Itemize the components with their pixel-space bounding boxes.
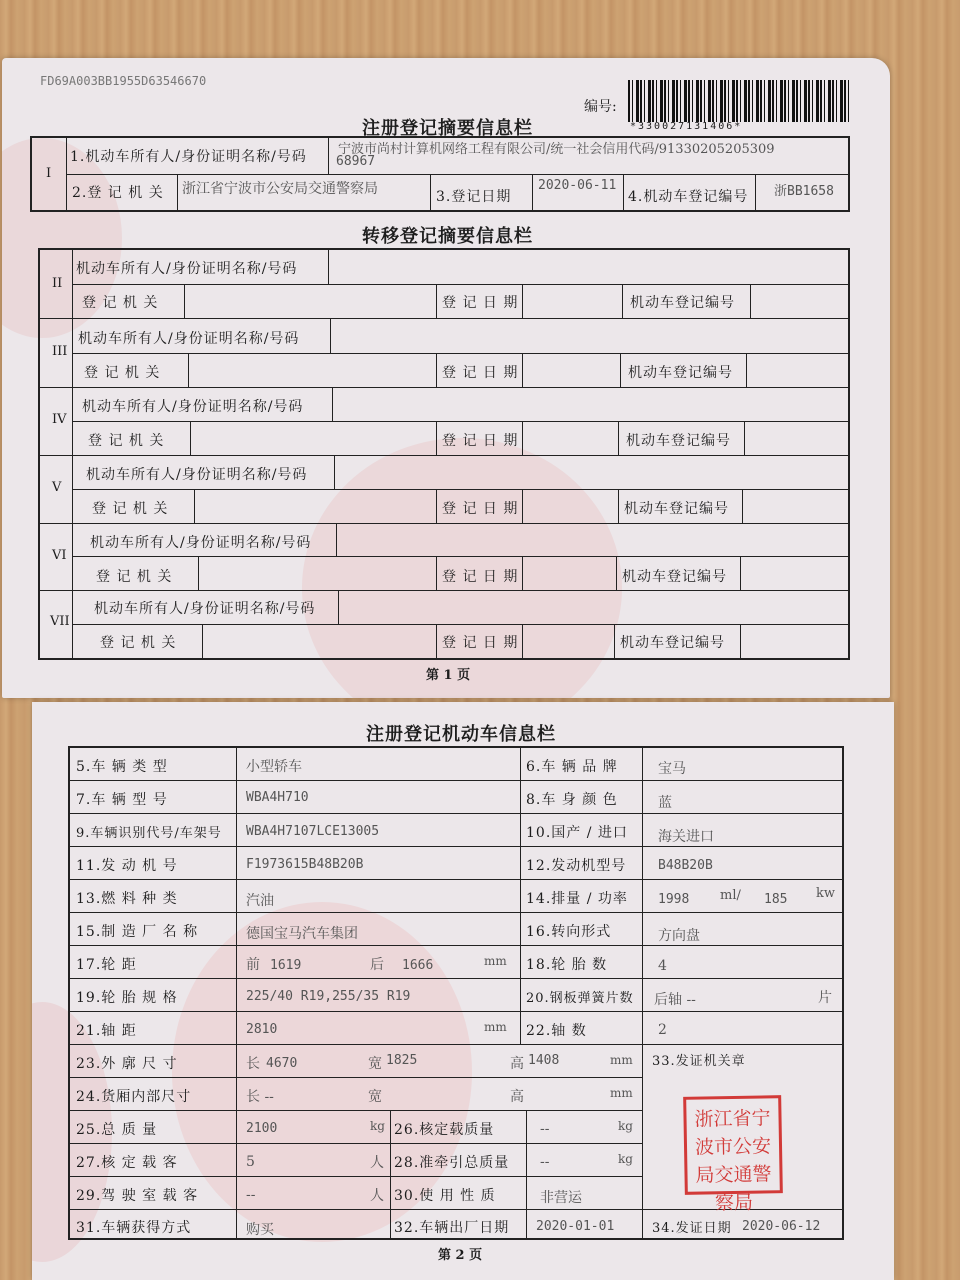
person-unit: 人 (370, 1155, 384, 1171)
transfer-authority-label: 登 记 机 关 (96, 569, 173, 585)
axle-count-value: 2 (658, 1022, 667, 1038)
vehicle-type-value: 小型轿车 (246, 759, 302, 775)
roman-numeral: VII (50, 614, 70, 629)
spring-value: 后轴 -- (654, 992, 696, 1008)
usage-label: 30.使 用 性 质 (394, 1188, 496, 1204)
owner-value-line2: 68967 (336, 154, 376, 169)
registration-page-1 (2, 58, 890, 698)
width-label: 宽 (368, 1056, 382, 1072)
track-front-label: 前 (246, 957, 260, 973)
serial-code: FD69A003BB1955D63546670 (40, 74, 207, 88)
ml-unit: ml/ (720, 888, 741, 903)
kg-unit: kg (618, 1152, 633, 1166)
transfer-authority-label: 登 记 机 关 (82, 295, 159, 311)
engine-no-label: 11.发 动 机 号 (76, 858, 178, 874)
track-label: 17.轮 距 (76, 957, 137, 973)
displacement-label: 14.排量 / 功率 (526, 891, 628, 907)
regno-value: 浙BB1658 (774, 184, 834, 199)
barcode-number: *330027131406* (630, 121, 743, 132)
length-label: 长 (246, 1056, 260, 1072)
transfer-regno-label: 机动车登记编号 (630, 295, 735, 311)
page-number: 第 1 页 (426, 668, 471, 683)
engine-no-value: F1973615B48B20B (246, 857, 364, 872)
transfer-authority-label: 登 记 机 关 (84, 365, 161, 381)
transfer-regno-label: 机动车登记编号 (624, 501, 729, 517)
transfer-section-title: 转移登记摘要信息栏 (362, 226, 533, 247)
cab-passengers-value: -- (246, 1187, 256, 1203)
fuel-value: 汽油 (246, 893, 274, 909)
transfer-table (38, 248, 850, 660)
rated-load-value: -- (540, 1121, 550, 1137)
person-unit: 人 (370, 1188, 384, 1204)
vin-label: 9.车辆识别代号/车架号 (76, 826, 222, 841)
transfer-owner-label: 机动车所有人/身份证明名称/号码 (94, 601, 316, 617)
transfer-owner-label: 机动车所有人/身份证明名称/号码 (86, 467, 308, 483)
roman-numeral: V (52, 480, 62, 495)
kg-unit: kg (618, 1119, 633, 1133)
kg-unit: kg (370, 1119, 385, 1133)
acquisition-label: 31.车辆获得方式 (76, 1220, 192, 1236)
mm-unit: mm (484, 954, 507, 968)
engine-model-value: B48B20B (658, 858, 713, 873)
rated-passengers-value: 5 (246, 1154, 255, 1170)
towing-mass-value: -- (540, 1154, 550, 1170)
power-value: 185 (764, 892, 788, 907)
transfer-date-label: 登 记 日 期 (442, 295, 519, 311)
color-value: 蓝 (658, 795, 672, 811)
rated-load-label: 26.核定载质量 (394, 1122, 495, 1138)
regno-label: 4.机动车登记编号 (628, 189, 749, 205)
roman-numeral: VI (52, 548, 67, 563)
owner-label: 1.机动车所有人/身份证明名称/号码 (70, 149, 307, 165)
wheelbase-label: 21.轴 距 (76, 1023, 137, 1039)
steering-label: 16.转向形式 (526, 924, 612, 940)
mm-unit: mm (610, 1086, 633, 1100)
transfer-regno-label: 机动车登记编号 (628, 365, 733, 381)
track-front-value: 1619 (270, 958, 302, 973)
rated-passengers-label: 27.核 定 载 客 (76, 1155, 178, 1171)
height-label: 高 (510, 1056, 524, 1072)
transfer-regno-label: 机动车登记编号 (626, 433, 731, 449)
transfer-regno-label: 机动车登记编号 (620, 635, 725, 651)
gross-mass-value: 2100 (246, 1121, 278, 1136)
cargo-height: 高 (510, 1089, 524, 1105)
transfer-date-label: 登 记 日 期 (442, 501, 519, 517)
spring-unit: 片 (818, 990, 832, 1006)
cargo-length: 长 -- (246, 1089, 274, 1105)
roman-numeral: IV (52, 412, 67, 427)
origin-label: 10.国产 / 进口 (526, 825, 628, 841)
mm-unit: mm (610, 1053, 633, 1067)
brand-label: 6.车 辆 品 牌 (526, 759, 618, 775)
authority-label: 2.登 记 机 关 (72, 185, 164, 201)
color-label: 8.车 身 颜 色 (526, 792, 618, 808)
tire-spec-label: 19.轮 胎 规 格 (76, 990, 178, 1006)
vehicle-section-title: 注册登记机动车信息栏 (366, 724, 556, 745)
height-value: 1408 (528, 1053, 560, 1068)
gross-mass-label: 25.总 质 量 (76, 1122, 158, 1138)
engine-model-label: 12.发动机型号 (526, 858, 627, 874)
kw-unit: kw (816, 886, 836, 901)
vin-value: WBA4H7107LCE13005 (246, 824, 380, 839)
wheelbase-value: 2810 (246, 1022, 278, 1037)
barcode-label: 编号: (584, 99, 617, 115)
manufacturer-value: 德国宝马汽车集团 (246, 926, 358, 942)
dimensions-label: 23.外 廓 尺 寸 (76, 1056, 178, 1072)
model-value: WBA4H710 (246, 790, 309, 805)
acquisition-value: 购买 (246, 1222, 274, 1238)
cab-passengers-label: 29.驾 驶 室 载 客 (76, 1188, 199, 1204)
model-label: 7.车 辆 型 号 (76, 792, 168, 808)
fuel-label: 13.燃 料 种 类 (76, 891, 178, 907)
issue-date-label: 34.发证日期 (652, 1221, 732, 1236)
cargo-width: 宽 (368, 1089, 382, 1105)
track-rear-value: 1666 (402, 958, 434, 973)
transfer-owner-label: 机动车所有人/身份证明名称/号码 (90, 535, 312, 551)
transfer-date-label: 登 记 日 期 (442, 433, 519, 449)
page-number: 第 2 页 (438, 1248, 483, 1263)
transfer-date-label: 登 记 日 期 (442, 365, 519, 381)
length-value: 4670 (266, 1056, 298, 1071)
issuer-seal-label: 33.发证机关章 (652, 1054, 746, 1069)
tire-count-label: 18.轮 胎 数 (526, 957, 608, 973)
transfer-owner-label: 机动车所有人/身份证明名称/号码 (78, 331, 300, 347)
date-label: 3.登记日期 (436, 189, 512, 205)
mm-unit: mm (484, 1020, 507, 1034)
transfer-regno-label: 机动车登记编号 (622, 569, 727, 585)
owner-value: 宁波市尚村计算机网络工程有限公司/统一社会信用代码/91330205205309 (338, 142, 775, 157)
transfer-authority-label: 登 记 机 关 (100, 635, 177, 651)
tire-spec-value: 225/40 R19,255/35 R19 (246, 989, 411, 1004)
steering-value: 方向盘 (658, 928, 700, 944)
roman-numeral: I (46, 166, 52, 181)
transfer-owner-label: 机动车所有人/身份证明名称/号码 (76, 261, 298, 277)
date-value: 2020-06-11 (538, 178, 617, 193)
origin-value: 海关进口 (658, 829, 714, 845)
roman-numeral: II (52, 276, 63, 291)
authority-value: 浙江省宁波市公安局交通警察局 (182, 181, 378, 197)
summary-section-title: 注册登记摘要信息栏 (362, 118, 533, 139)
transfer-authority-label: 登 记 机 关 (92, 501, 169, 517)
manufacture-date-value: 2020-01-01 (536, 1219, 615, 1234)
track-rear-label: 后 (370, 957, 384, 973)
barcode (628, 80, 852, 122)
tire-count-value: 4 (658, 958, 667, 974)
transfer-date-label: 登 记 日 期 (442, 635, 519, 651)
police-seal-stamp: 浙江省宁波市公安局交通警察局 (683, 1095, 783, 1195)
issue-date-value: 2020-06-12 (742, 1219, 821, 1234)
transfer-owner-label: 机动车所有人/身份证明名称/号码 (82, 399, 304, 415)
manufacturer-label: 15.制 造 厂 名 称 (76, 924, 199, 940)
registration-page-2 (32, 702, 894, 1280)
manufacture-date-label: 32.车辆出厂日期 (394, 1220, 510, 1236)
summary-table (30, 136, 850, 212)
transfer-authority-label: 登 记 机 关 (88, 433, 165, 449)
transfer-date-label: 登 记 日 期 (442, 569, 519, 585)
width-value: 1825 (386, 1053, 418, 1068)
axle-count-label: 22.轴 数 (526, 1023, 587, 1039)
displacement-value: 1998 (658, 892, 690, 907)
roman-numeral: III (52, 344, 68, 359)
vehicle-type-label: 5.车 辆 类 型 (76, 759, 168, 775)
towing-mass-label: 28.准牵引总质量 (394, 1155, 510, 1171)
usage-value: 非营运 (540, 1190, 582, 1206)
cargo-dimensions-label: 24.货厢内部尺寸 (76, 1089, 192, 1105)
spring-label: 20.钢板弹簧片数 (526, 991, 634, 1006)
brand-value: 宝马 (658, 761, 686, 777)
